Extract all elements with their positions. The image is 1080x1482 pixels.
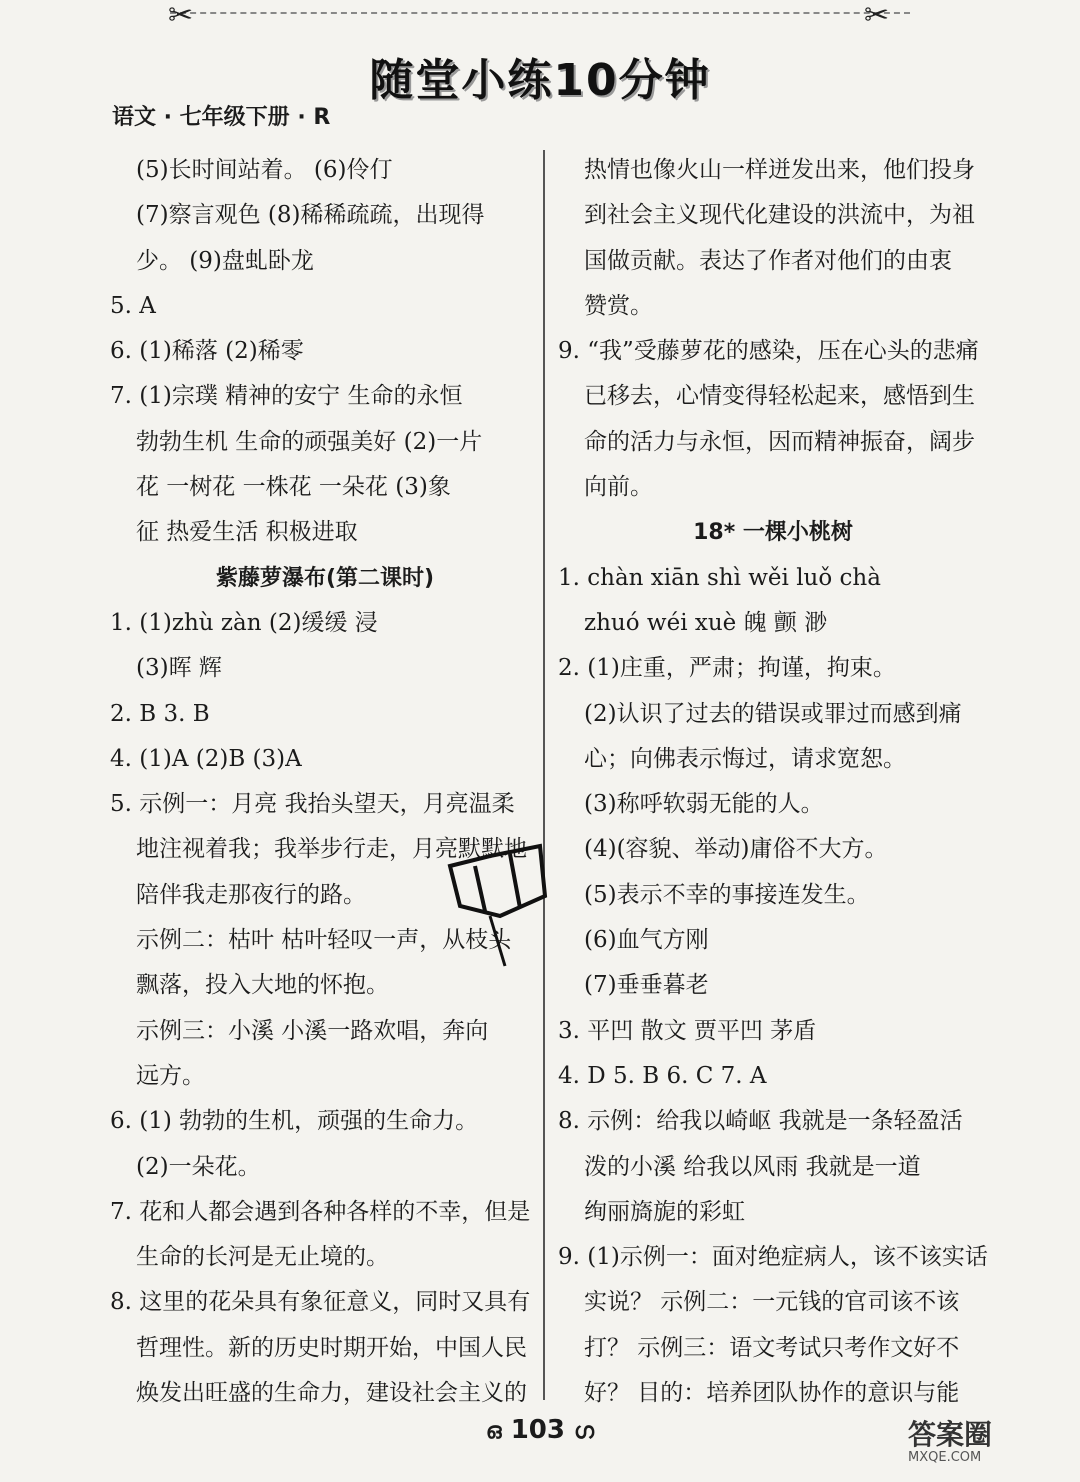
answer-line: 8. 示例：给我以崎岖 我就是一条轻盈活 <box>558 1108 963 1135</box>
page-number-text: 103 <box>510 1415 565 1445</box>
answer-line: 3. 平凹 散文 贾平凹 茅盾 <box>558 1017 817 1044</box>
answer-line: 生命的长河是无止境的。 <box>136 1244 389 1271</box>
answer-line: 到社会主义现代化建设的洪流中，为祖 <box>584 202 975 229</box>
scissors-icon: ✂ <box>864 0 890 33</box>
answer-line: (7)垂垂暮老 <box>584 972 709 999</box>
answer-line: 1. chàn xiān shì wěi luǒ chà <box>558 564 881 591</box>
answer-line: 9. (1)示例一：面对绝症病人，该不该实话 <box>558 1244 988 1271</box>
answer-line: 6. (1)稀落 (2)稀零 <box>110 338 304 365</box>
answer-line: 示例三：小溪 小溪一路欢唱，奔向 <box>136 1017 489 1044</box>
right-ornament-icon: ഗ <box>574 1419 595 1444</box>
answer-line: 9. “我”受藤萝花的感染，压在心头的悲痛 <box>558 338 979 365</box>
answer-line: (3)晖 辉 <box>136 655 222 682</box>
watermark <box>908 1420 992 1465</box>
answer-line: (5)表示不幸的事接连发生。 <box>584 881 870 908</box>
column-divider <box>543 150 545 1400</box>
section-heading: 紫藤萝瀑布(第二课时) <box>215 565 435 591</box>
answer-line: 打？ 示例三：语文考试只考作文好不 <box>584 1334 960 1361</box>
answer-line: 好？ 目的：培养团队协作的意识与能 <box>584 1380 960 1407</box>
answer-line: 绚丽旖旎的彩虹 <box>584 1198 745 1225</box>
right-column <box>558 148 988 1416</box>
answer-line: 飘落，投入大地的怀抱。 <box>136 972 389 999</box>
page-title: 随堂小练10分钟 <box>369 55 711 106</box>
answer-line: 泼的小溪 给我以风雨 我就是一道 <box>584 1153 921 1180</box>
answer-line: 勃勃生机 生命的顽强美好 (2)一片 <box>136 428 483 455</box>
answer-line: 征 热爱生活 积极进取 <box>136 519 358 546</box>
answer-line: 哲理性。新的历史时期开始，中国人民 <box>136 1334 527 1361</box>
answer-line: 7. 花和人都会遇到各种各样的不幸，但是 <box>110 1198 531 1225</box>
answer-line: 示例二：枯叶 枯叶轻叹一声，从枝头 <box>136 927 512 954</box>
watermark-url: MXQE.COM <box>908 1450 982 1465</box>
answer-line: 6. (1) 勃勃的生机，顽强的生命力。 <box>110 1108 479 1135</box>
answer-line: 5. 示例一：月亮 我抬头望天，月亮温柔 <box>110 791 515 818</box>
answer-line: 实说？ 示例二：一元钱的官司该不该 <box>584 1289 960 1316</box>
answer-line: (5)长时间站着。 (6)伶仃 <box>136 157 393 183</box>
section-heading: 18* 一棵小桃树 <box>693 520 853 546</box>
answer-line: (2)认识了过去的错误或罪过而感到痛 <box>584 700 962 727</box>
answer-line: 远方。 <box>136 1062 205 1089</box>
answer-line: 命的活力与永恒，因而精神振奋，阔步 <box>584 428 975 455</box>
answer-line: (4)(容貌、举动)庸俗不大方。 <box>584 836 888 863</box>
answer-line: 1. (1)zhù zàn (2)缓缓 浸 <box>110 609 378 636</box>
answer-line: 赞赏。 <box>584 292 653 319</box>
answer-line: zhuó wéi xuè 魄 颤 渺 <box>584 609 828 636</box>
answer-line: 向前。 <box>584 474 653 501</box>
answer-line: (7)察言观色 (8)稀稀疏疏，出现得 <box>136 202 485 229</box>
answer-line: 5. A <box>110 292 156 319</box>
watermark-title: 答案圈 <box>908 1418 993 1451</box>
cut-line <box>170 12 910 14</box>
left-column <box>110 148 540 1416</box>
answer-line: (3)称呼软弱无能的人。 <box>584 791 824 818</box>
answer-line: 国做贡献。表达了作者对他们的由衷 <box>584 247 952 274</box>
left-ornament-icon: ഒ <box>485 1419 502 1444</box>
answer-line: 已移去，心情变得轻松起来，感悟到生 <box>584 383 975 410</box>
answer-line: 陪伴我走那夜行的路。 <box>136 881 366 908</box>
answer-line: (6)血气方刚 <box>584 927 709 954</box>
answer-line: 热情也像火山一样迸发出来，他们投身 <box>584 157 975 183</box>
handwritten-scribble-icon <box>430 826 560 976</box>
answer-line: 焕发出旺盛的生命力，建设社会主义的 <box>136 1380 527 1407</box>
subject-label: 语文 · 七年级下册 · R <box>112 105 331 130</box>
answer-line: 少。 (9)盘虬卧龙 <box>136 247 314 274</box>
answer-line: 4. D 5. B 6. C 7. A <box>558 1062 767 1089</box>
answer-line: 7. (1)宗璞 精神的安宁 生命的永恒 <box>110 383 463 410</box>
answer-line: 花 一树花 一株花 一朵花 (3)象 <box>136 474 451 501</box>
scissors-icon: ✂ <box>168 0 194 33</box>
answer-line: 2. B 3. B <box>110 700 210 727</box>
answer-line: 2. (1)庄重，严肃；拘谨，拘束。 <box>558 655 896 682</box>
answer-line: 8. 这里的花朵具有象征意义，同时又具有 <box>110 1289 531 1316</box>
answer-line: 心；向佛表示悔过，请求宽恕。 <box>584 745 906 772</box>
answer-line: 4. (1)A (2)B (3)A <box>110 745 302 772</box>
answer-line: 地注视着我；我举步行走，月亮默默地 <box>136 836 527 863</box>
answer-line: (2)一朵花。 <box>136 1153 261 1180</box>
